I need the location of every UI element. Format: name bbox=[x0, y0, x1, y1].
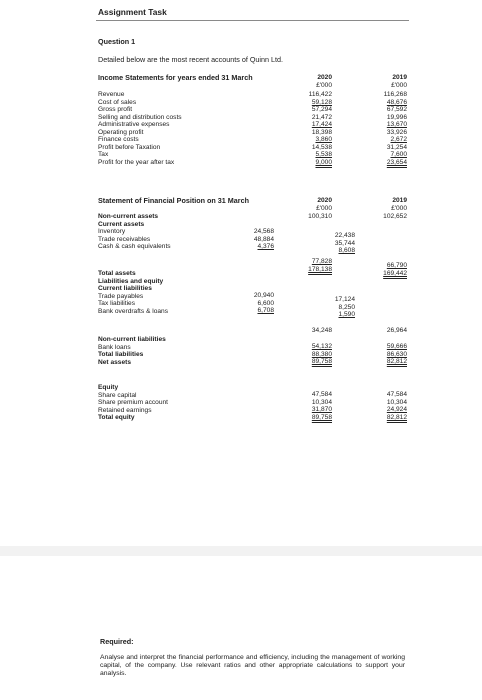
position-2020-header bbox=[290, 197, 332, 212]
label-inventory: Inventory bbox=[98, 228, 126, 235]
position-2020-unit: £'000 bbox=[316, 204, 332, 212]
label-tax-liabilities: Tax liabilities bbox=[98, 300, 136, 307]
position-value: 169,442 bbox=[383, 269, 407, 277]
position-2019-liab bbox=[365, 343, 407, 366]
label-trade-payables: Trade payables bbox=[98, 292, 144, 300]
position-value: 10,304 bbox=[386, 398, 407, 406]
assignment-title: Assignment Task bbox=[98, 7, 167, 17]
label-share-premium: Share premium account bbox=[98, 399, 169, 406]
position-2020-totals bbox=[290, 258, 332, 273]
income-row-label: Cost of sales bbox=[98, 98, 137, 106]
position-value: 17,124 bbox=[334, 296, 355, 303]
income-row-label: Operating profit bbox=[98, 128, 144, 136]
position-value: 89,758 bbox=[311, 358, 332, 365]
position-value: 88,380 bbox=[311, 350, 332, 358]
position-2019-current-liabilities bbox=[313, 296, 355, 319]
position-value: 1,590 bbox=[338, 311, 355, 318]
question-heading: Question 1 bbox=[98, 37, 136, 46]
label-trade-receivables: Trade receivables bbox=[98, 235, 151, 243]
position-value: 82,812 bbox=[386, 413, 407, 421]
income-row-label: Revenue bbox=[98, 91, 125, 98]
header-divider bbox=[96, 20, 409, 21]
income-value: 48,676 bbox=[386, 98, 407, 106]
income-value: 17,424 bbox=[311, 121, 332, 128]
income-2020-values bbox=[290, 91, 332, 166]
position-2020-nca bbox=[290, 213, 332, 221]
position-value: 6,600 bbox=[257, 299, 274, 307]
position-2019-header bbox=[365, 197, 407, 212]
income-row-label: Tax bbox=[98, 151, 109, 158]
income-value: 116,268 bbox=[383, 91, 407, 98]
label-non-current-assets: Non-current assets bbox=[98, 213, 159, 220]
position-value: 89,758 bbox=[311, 413, 332, 421]
position-2020-current-liabilities bbox=[232, 292, 274, 315]
income-value: 31,254 bbox=[386, 143, 407, 151]
position-labels-assets bbox=[98, 213, 171, 251]
income-2019-values bbox=[365, 91, 407, 166]
income-value: 19,996 bbox=[386, 113, 407, 121]
position-2020-equity bbox=[290, 391, 332, 421]
income-2019-unit: £'000 bbox=[391, 81, 407, 89]
position-2019-unit: £'000 bbox=[391, 204, 407, 212]
income-value: 67,592 bbox=[386, 106, 407, 113]
question-intro: Detailed below are the most recent accounts of Quinn Ltd. bbox=[98, 55, 283, 64]
position-value: 22,438 bbox=[334, 232, 355, 239]
position-labels-non-current-liab bbox=[98, 336, 166, 366]
position-value: 26,964 bbox=[386, 327, 407, 334]
income-2020-unit: £'000 bbox=[316, 81, 332, 89]
position-value: 54,132 bbox=[311, 343, 332, 350]
label-current-assets: Current assets bbox=[98, 220, 145, 228]
income-value: 59,128 bbox=[311, 98, 332, 106]
label-retained-earnings: Retained earnings bbox=[98, 406, 152, 414]
document-page-2 bbox=[0, 556, 482, 700]
income-2019-year: 2019 bbox=[392, 74, 407, 81]
position-value: 20,940 bbox=[253, 292, 274, 299]
position-value: 35,744 bbox=[334, 239, 355, 247]
position-2019-cl-total bbox=[365, 327, 407, 335]
income-2019-header bbox=[365, 74, 407, 89]
position-value: 178,138 bbox=[308, 265, 332, 273]
position-value: 8,608 bbox=[338, 247, 355, 254]
income-row-label: Profit for the year after tax bbox=[98, 158, 175, 166]
income-2020-header bbox=[290, 74, 332, 89]
position-labels-liabilities bbox=[98, 270, 168, 315]
income-row-label: Administrative expenses bbox=[98, 121, 170, 128]
income-value: 2,672 bbox=[390, 136, 407, 143]
position-value: 59,666 bbox=[386, 343, 407, 350]
position-value: 47,584 bbox=[311, 391, 332, 398]
position-2019-nca bbox=[365, 213, 407, 221]
financial-position-heading: Statement of Financial Position on 31 March bbox=[98, 196, 249, 205]
position-value: 48,884 bbox=[253, 235, 274, 243]
label-net-assets: Net assets bbox=[98, 358, 131, 366]
position-2019-year: 2019 bbox=[392, 197, 407, 204]
position-value: 47,584 bbox=[386, 391, 407, 398]
position-value: 6,708 bbox=[257, 307, 274, 314]
position-value: 77,828 bbox=[311, 258, 332, 265]
income-value: 33,926 bbox=[386, 128, 407, 136]
position-2020-liab bbox=[290, 343, 332, 366]
income-value: 21,472 bbox=[311, 113, 332, 121]
position-value: 24,568 bbox=[253, 228, 274, 235]
position-2019-totals bbox=[365, 262, 407, 277]
position-value: 100,310 bbox=[308, 213, 332, 220]
income-value: 5,538 bbox=[315, 151, 332, 158]
position-value: 8,250 bbox=[338, 303, 355, 311]
position-2019-equity bbox=[365, 391, 407, 421]
position-value: 86,630 bbox=[386, 350, 407, 358]
position-value: 24,924 bbox=[386, 406, 407, 413]
label-bank-overdrafts: Bank overdrafts & loans bbox=[98, 307, 169, 315]
income-row-label: Profit before Taxation bbox=[98, 143, 161, 151]
position-value: 82,812 bbox=[386, 358, 407, 365]
position-labels-equity bbox=[98, 384, 168, 422]
income-value: 3,860 bbox=[315, 136, 332, 143]
label-share-capital: Share capital bbox=[98, 391, 137, 399]
position-value: 34,248 bbox=[311, 327, 332, 334]
income-2020-year: 2020 bbox=[317, 74, 332, 81]
label-total-equity: Total equity bbox=[98, 414, 135, 421]
income-value: 116,422 bbox=[308, 91, 332, 98]
label-equity: Equity bbox=[98, 384, 119, 391]
label-total-assets: Total assets bbox=[98, 270, 136, 277]
income-value: 9,000 bbox=[315, 158, 332, 166]
position-value: 31,870 bbox=[311, 406, 332, 413]
label-non-current-liabilities: Non-current liabilities bbox=[98, 336, 166, 343]
label-liabilities-equity: Liabilities and equity bbox=[98, 277, 164, 285]
position-value: 10,304 bbox=[311, 398, 332, 406]
income-value: 14,538 bbox=[311, 143, 332, 151]
position-value: 4,376 bbox=[257, 243, 274, 250]
position-2020-current-assets bbox=[232, 228, 274, 251]
income-value: 23,654 bbox=[386, 158, 407, 166]
label-total-liabilities: Total liabilities bbox=[98, 351, 144, 358]
income-row-label: Finance costs bbox=[98, 136, 139, 143]
income-value: 13,670 bbox=[386, 121, 407, 128]
income-value: 18,398 bbox=[311, 128, 332, 136]
position-2020-year: 2020 bbox=[317, 197, 332, 204]
position-2019-current-assets bbox=[313, 232, 355, 255]
required-heading: Required: bbox=[100, 637, 134, 646]
income-row-label: Gross profit bbox=[98, 106, 133, 113]
income-value: 7,600 bbox=[390, 151, 407, 158]
income-statement-heading: Income Statements for years ended 31 March bbox=[98, 73, 253, 82]
income-value: 57,294 bbox=[311, 106, 332, 113]
label-cash: Cash & cash equivalents bbox=[98, 243, 171, 250]
position-value: 102,652 bbox=[383, 213, 407, 220]
income-labels bbox=[98, 91, 182, 166]
position-value: 66,790 bbox=[386, 262, 407, 269]
label-current-liabilities: Current liabilities bbox=[98, 285, 152, 292]
income-row-label: Selling and distribution costs bbox=[98, 113, 182, 121]
position-2020-cl-total bbox=[290, 327, 332, 335]
required-text: Analyse and interpret the financial performance and efficiency, including the management of working capital, of the company. Use relevant ratios and other appropriate calculations to support your analysis. bbox=[100, 654, 405, 678]
label-bank-loans: Bank loans bbox=[98, 343, 131, 351]
